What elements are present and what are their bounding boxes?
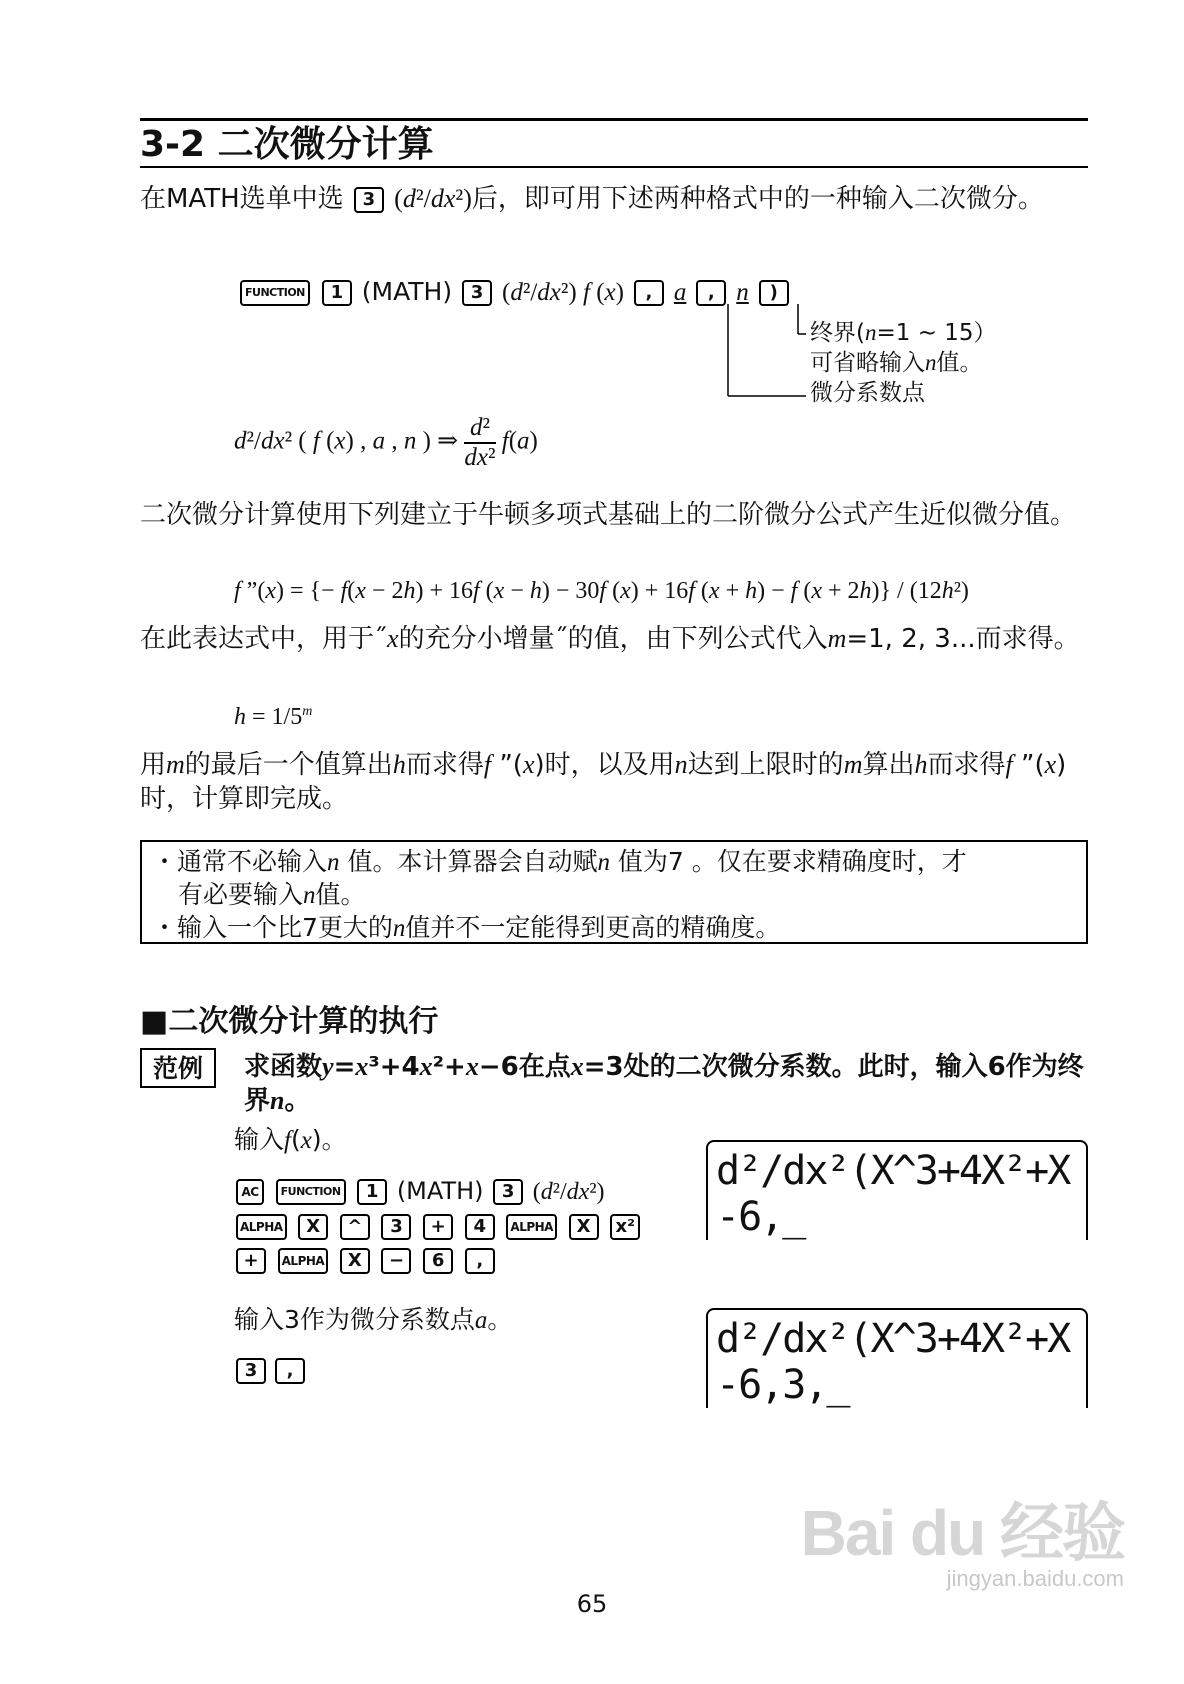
title-rule-top (140, 118, 1088, 121)
key-x: X (298, 1214, 328, 1240)
annotation-leaders (700, 304, 810, 404)
formula-syntax: d²/dx² ( f (x) , a , n ) ⇒ $\frac{\text{d²}}{\text{dx²}}$ f(a) (234, 414, 538, 471)
example-text: 求函数y=x³+4x²+x−6在点x=3处的二次微分系数。此时，输入6作为终界n。 (244, 1052, 1084, 1116)
key-x-squared: x² (610, 1214, 640, 1240)
watermark-logo: Bai du 经验 (800, 1497, 1124, 1569)
page-title: 3-2 二次微分计算 (140, 124, 434, 165)
key-function: FUNCTION (240, 280, 310, 306)
example-tag: 范例 (140, 1048, 216, 1088)
key-3: 3 (236, 1358, 266, 1384)
note-box: ・通常不必输入n 值。本计算器会自动赋n 值为7 。仅在要求精确度时，才 有必要输入n值。 ・输入一个比7更大的n值并不一定能得到更高的精确度。 (140, 840, 1088, 944)
key-x: X (569, 1214, 599, 1240)
watermark-url: jingyan.baidu.com (946, 1566, 1124, 1591)
step-2-label: 输入3作为微分系数点a。 (234, 1305, 513, 1334)
syntax-line: FUNCTION 1 (MATH) 3 (d²/dx²) f (x) , a , n ) (238, 276, 791, 309)
paragraph-increment: 在此表达式中，用于˝x的充分小增量˝的值，由下列公式代入m=1, 2, 3...而求得。 (140, 624, 1080, 654)
watermark (800, 1497, 1124, 1592)
formula-h: $h = 1/5^m$ (234, 704, 313, 730)
math-label: (MATH) (361, 277, 453, 306)
key-3: 3 (381, 1214, 411, 1240)
key-comma: , (275, 1358, 305, 1384)
fraction-d2-dx2: $\frac{\text{d²}}{\text{dx²}}$ (464, 414, 496, 471)
lcd-display-2: d²/dx²(X^3+4X²+X -6,3,_ (706, 1308, 1088, 1408)
key-alpha: ALPHA (506, 1214, 557, 1240)
key-comma: , (696, 280, 726, 306)
intro-paragraph: 在MATH选单中选 3 (d²/dx²)后，即可用下述两种格式中的一种输入二次微分。 (140, 184, 1044, 214)
key-1: 1 (357, 1179, 387, 1205)
step-2-keys (234, 1358, 307, 1384)
key-ac: AC (236, 1179, 264, 1205)
annotation-block: 终界(n=1 ~ 15） 可省略输入n值。 微分系数点 (810, 320, 997, 406)
key-plus: + (423, 1214, 453, 1240)
key-1: 1 (322, 280, 352, 306)
key-caret: ^ (340, 1214, 370, 1240)
key-comma: , (465, 1248, 495, 1274)
key-alpha: ALPHA (278, 1248, 329, 1274)
key-comma: , (634, 280, 664, 306)
key-plus: + (236, 1248, 266, 1274)
page-number: 65 (576, 1590, 608, 1618)
intro-text-2: 后，即可用下述两种格式中的一种输入二次微分。 (471, 184, 1044, 214)
subsection-title: ■二次微分计算的执行 (140, 1004, 439, 1039)
key-3: 3 (493, 1179, 523, 1205)
title-rule-bottom (140, 166, 1088, 168)
key-3: 3 (462, 280, 492, 306)
step-1-label: 输入f(x)。 (234, 1125, 347, 1154)
formula-second-derivative: f ”(x) = {− f(x − 2h) + 16f (x − h) − 30f (x) + 16f (x + h) − f (x + 2h)} / (12h²) (234, 578, 969, 604)
key-function: FUNCTION (276, 1179, 346, 1205)
paragraph-newton: 二次微分计算使用下列建立于牛顿多项式基础上的二阶微分公式产生近似微分值。 (140, 500, 1077, 530)
key-6: 6 (423, 1248, 453, 1274)
key-3: 3 (354, 187, 384, 213)
paragraph-completion: 用m的最后一个值算出h而求得f ”(x)时，以及用n达到上限时的m算出h而求得f ”(x)时，计算即完成。 (140, 750, 1067, 814)
key-close-paren: ) (759, 280, 789, 306)
key-4: 4 (465, 1214, 495, 1240)
lcd-display-1: d²/dx²(X^3+4X²+X -6,_ (706, 1140, 1088, 1240)
key-x: X (340, 1248, 370, 1274)
intro-text-1: 在MATH选单中选 (140, 184, 344, 214)
key-alpha: ALPHA (236, 1214, 287, 1240)
step-1-keys: AC FUNCTION 1 (MATH) 3 (d²/dx²) ALPHA X ^ 3 + 4 ALPHA X x² + ALPHA X − 6 , (234, 1174, 642, 1277)
key-minus: − (381, 1248, 411, 1274)
